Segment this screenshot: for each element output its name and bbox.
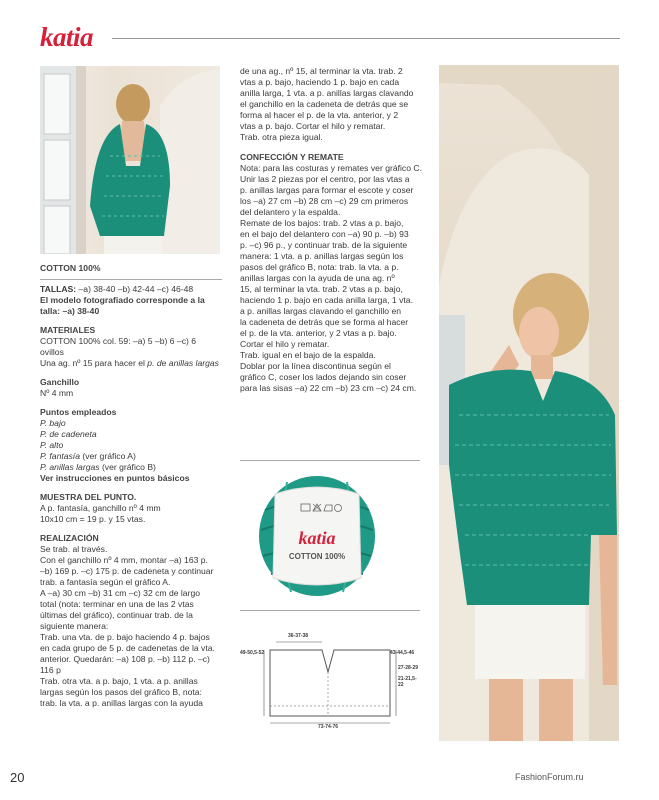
ganchillo-value: Nº 4 mm <box>40 388 74 398</box>
confeccion-line: del delantero y la espalda. <box>240 207 341 217</box>
yarn-ball-image <box>257 470 377 602</box>
confeccion-line: Cortar el hilo y rematar. <box>240 339 330 349</box>
column-1 <box>40 263 222 709</box>
dim-top-width: 36-37-38 <box>288 633 309 639</box>
confeccion-line: manera: 1 vta. a p. anillas largas según los <box>240 251 404 261</box>
confeccion-title: CONFECCIÓN Y REMATE <box>240 152 344 162</box>
realizacion-line: trab. la vta. a p. anillas largas con la ayuda <box>40 698 203 708</box>
continuation-line: forma al hacer el p. de la vta. anterior, y 2 <box>240 110 399 120</box>
model-front-photo <box>439 65 619 741</box>
punto-fantasia: P. fantasía <box>40 451 80 461</box>
divider <box>240 460 420 461</box>
realizacion-line: Con el ganchillo nº 4 mm, montar –a) 163 p. <box>40 555 208 565</box>
realizacion-line: Trab. una vta. de p. bajo haciendo 4 p. bajos <box>40 632 210 642</box>
dim-right-top: 43-44,5-46 <box>390 650 415 656</box>
realizacion-line: 116 p <box>40 665 61 675</box>
realizacion-line: Trab. otra vta. a p. bajo, 1 vta. a p. anillas <box>40 676 198 686</box>
product-heading: COTTON 100% <box>40 263 101 273</box>
realizacion-line: Se trab. al través. <box>40 544 108 554</box>
punto-item: P. alto <box>40 440 64 450</box>
modelo-text: El modelo fotografiado corresponde a la talla: –a) 38-40 <box>40 295 205 316</box>
punto-fantasia-ref: (ver gráfico A) <box>79 451 136 461</box>
realizacion-body <box>40 544 222 709</box>
column-2 <box>240 66 430 394</box>
punto-item: P. bajo <box>40 418 66 428</box>
materiales-line2b: p. de anillas largas <box>147 358 219 368</box>
yarn-label-brand: katia <box>298 528 336 548</box>
dim-right-low: 21-21,5-22 <box>398 676 417 688</box>
realizacion-line: siguiente manera: <box>40 621 109 631</box>
realizacion-line: en cada grupo de 5 p. de cadenetas de la vta. <box>40 643 215 653</box>
punto-item: P. de cadeneta <box>40 429 97 439</box>
confeccion-line: en el bajo del delantero con –a) 90 p. –b) 93 <box>240 229 409 239</box>
realizacion-line: –b) 169 p. –c) 175 p. de cadeneta y continuar <box>40 566 214 576</box>
muestra-line2: 10x10 cm = 19 p. y 15 vtas. <box>40 514 146 524</box>
confeccion-line: p. anillas largas para formar el escote y coser <box>240 185 414 195</box>
continuation-line: Trab. otra pieza igual. <box>240 132 323 142</box>
continuation-line: vtas a p. bajo. Cortar el hilo y rematar. <box>240 121 386 131</box>
continuation-line: anilla larga, 1 vta. a p. anillas largas clavando <box>240 88 414 98</box>
punto-anillas-ref: (ver gráfico B) <box>99 462 156 472</box>
puntos-ver: Ver instrucciones en puntos básicos <box>40 473 190 483</box>
confeccion-line: Trab. igual en el bajo de la espalda. <box>240 350 376 360</box>
confeccion-line: Remate de los bajos: trab. 2 vtas a p. bajo, <box>240 218 404 228</box>
puntos-title: Puntos empleados <box>40 407 117 417</box>
divider <box>40 279 222 280</box>
realizacion-line: últimas del gráfico), continuar trab. de la <box>40 610 193 620</box>
confeccion-line: los –a) 27 cm –b) 28 cm –c) 29 cm primeros <box>240 196 409 206</box>
tallas-label: TALLAS: <box>40 284 77 294</box>
confeccion-line: Nota: para las costuras y remates ver gráfico C. <box>240 163 422 173</box>
muestra-title: MUESTRA DEL PUNTO. <box>40 492 137 502</box>
confeccion-line: p. –c) 96 p., y continuar trab. de la siguiente <box>240 240 408 250</box>
confeccion-line: anillas largas con la ayuda de una ag. nº <box>240 273 395 283</box>
realizacion-line: total (nota: terminar en una de las 2 vtas <box>40 599 194 609</box>
confeccion-line: gráfico C, coser los lados dejando sin coser <box>240 372 407 382</box>
continuation-line: de una ag., nº 15, al terminar la vta. trab. 2 <box>240 66 403 76</box>
realizacion-line: trab. a fantasía según el gráfico A. <box>40 577 171 587</box>
katia-logo: katia <box>40 22 94 52</box>
realizacion-line: A –a) 30 cm –b) 31 cm –c) 32 cm de largo <box>40 588 201 598</box>
construction-diagram <box>240 620 420 732</box>
dim-left-height: 49-50,5-52 <box>240 650 265 656</box>
model-back-photo <box>40 66 220 254</box>
divider <box>240 610 420 611</box>
dim-right-mid: 27-28-29 <box>398 665 419 671</box>
realizacion-title: REALIZACIÓN <box>40 533 99 543</box>
yarn-label-product: COTTON 100% <box>288 552 346 561</box>
dim-bottom-width: 73-74-76 <box>318 724 339 730</box>
confeccion-line: haciendo 1 p. bajo en cada anilla larga, 1 vta. <box>240 295 413 305</box>
punto-anillas: P. anillas largas <box>40 462 100 472</box>
confeccion-line: Unir las 2 piezas por el centro, por las vtas a <box>240 174 410 184</box>
confeccion-line: pasos del gráfico B, nota: trab. la vta. a p. <box>240 262 399 272</box>
confeccion-line: a p. anillas largas clavando el ganchillo en <box>240 306 401 316</box>
header-divider <box>112 38 620 39</box>
confeccion-line: la cadeneta de detrás que se forma al hacer <box>240 317 409 327</box>
confeccion-body <box>240 163 430 394</box>
continuation-line: el ganchillo en la cadeneta de detrás que se <box>240 99 409 109</box>
confeccion-line: Doblar por la línea discontinua según el <box>240 361 391 371</box>
confeccion-line: 15, al terminar la vta. trab. 2 vtas a p. bajo, <box>240 284 403 294</box>
realizacion-line: anterior. Quedarán: –a) 108 p. –b) 112 p. –c) <box>40 654 210 664</box>
confeccion-line: el p. de la vta. anterior, y 2 vtas a p. bajo. <box>240 328 397 338</box>
tallas-value: –a) 38-40 –b) 42-44 –c) 46-48 <box>78 284 194 294</box>
materiales-line2a: Una ag. nº 15 para hacer el <box>40 358 148 368</box>
confeccion-line: para las sisas –a) 22 cm –b) 23 cm –c) 24 cm. <box>240 383 417 393</box>
ganchillo-title: Ganchillo <box>40 377 80 387</box>
watermark: FashionForum.ru <box>515 772 584 782</box>
continuation-line: vtas a p. bajo, haciendo 1 p. bajo en cada <box>240 77 400 87</box>
materiales-line1: COTTON 100% col. 59: –a) 5 –b) 6 –c) 6 ovillos <box>40 336 197 357</box>
realizacion-line: largas según los pasos del gráfico B, nota: <box>40 687 202 697</box>
page-number: 20 <box>10 770 25 785</box>
continuation-body <box>240 66 430 143</box>
muestra-line1: A p. fantasía, ganchillo nº 4 mm <box>40 503 161 513</box>
materiales-title: MATERIALES <box>40 325 96 335</box>
